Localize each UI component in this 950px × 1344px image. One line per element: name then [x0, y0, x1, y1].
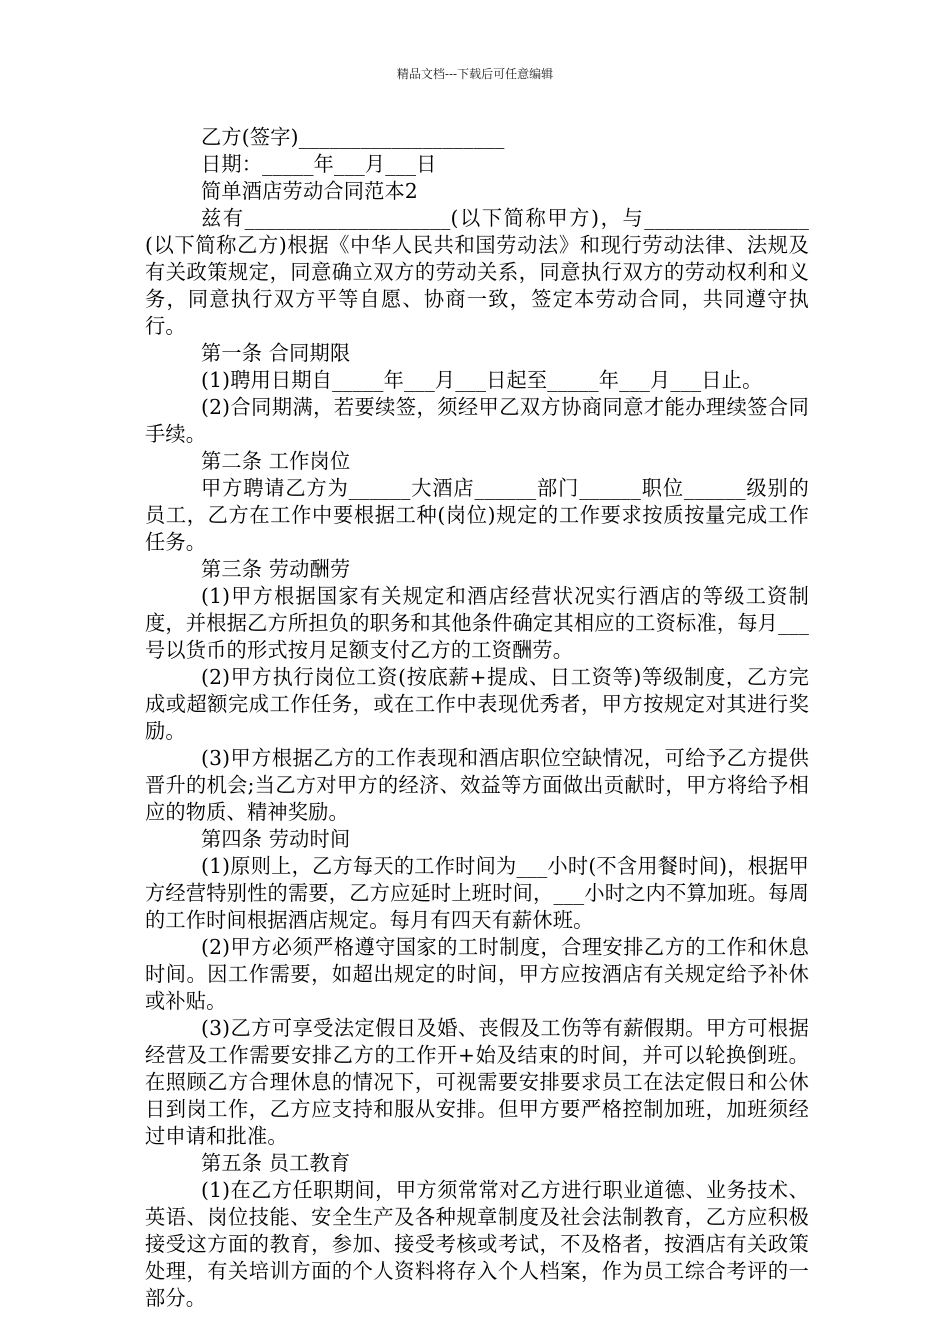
article-3-clause-1: (1)甲方根据国家有关规定和酒店经营状况实行酒店的等级工资制度，并根据乙方所担负的职务和其他条件确定其相应的工资标准，每月___号以货币的形式按月足额支付乙方的工资酬劳。 [145, 584, 809, 662]
page-header: 精品文档---下载后可任意编辑 [396, 67, 554, 81]
signature-line: 乙方(签字)____________________ [201, 125, 505, 149]
article-1-clause-2: (2)合同期满，若要续签，须经甲乙双方协商同意才能办理续签合同手续。 [145, 395, 809, 446]
article-4-clause-2: (2)甲方必须严格遵守国家的工时制度，合理安排乙方的工作和休息时间。因工作需要，如超出规定的时间，甲方应按酒店有关规定给予补休或补贴。 [145, 935, 809, 1013]
intro-paragraph: 兹有____________________(以下简称甲方)，与________________(以下简称乙方)根据《中华人民共和国劳动法》和现行劳动法律、法规及有关政策规定，同意确立双方的劳动关系，同意执行双方的劳动权利和义务，同意执行双方平等自愿、协商一致，签定本劳动合同，共同遵守执行。 [145, 206, 809, 338]
article-5-heading: 第五条 员工教育 [201, 1151, 351, 1175]
article-1-clause-1: (1)聘用日期自_____年___月___日起至_____年___月___日止。 [201, 368, 763, 392]
article-2-heading: 第二条 工作岗位 [201, 449, 351, 473]
article-2-body: 甲方聘请乙方为______大酒店______部门______职位______级别的员工，乙方在工作中要根据工种(岗位)规定的工作要求按质按量完成工作任务。 [145, 476, 809, 554]
date-line: 日期：_____年___月___日 [201, 152, 437, 176]
article-1-heading: 第一条 合同期限 [201, 341, 351, 365]
article-4-clause-3: (3)乙方可享受法定假日及婚、丧假及工伤等有薪假期。甲方可根据经营及工作需要安排乙方的工作开+始及结束的时间，并可以轮换倒班。在照顾乙方合理休息的情况下，可视需要安排要求员工在法定假日和公休日到岗工作，乙方应支持和服从安排。但甲方要严格控制加班，加班须经过申请和批准。 [145, 1016, 809, 1148]
article-3-clause-3: (3)甲方根据乙方的工作表现和酒店职位空缺情况，可给予乙方提供晋升的机会;当乙方对甲方的经济、效益等方面做出贡献时，甲方将给予相应的物质、精神奖励。 [145, 746, 809, 824]
document-body [145, 124, 809, 1312]
document-title: 简单酒店劳动合同范本2 [201, 179, 418, 203]
article-5-clause-1: (1)在乙方任职期间，甲方须常常对乙方进行职业道德、业务技术、英语、岗位技能、安全生产及各种规章制度及社会法制教育，乙方应积极接受这方面的教育，参加、接受考核或考试，不及格者，按酒店有关政策处理，有关培训方面的个人资料将存入个人档案，作为员工综合考评的一部分。 [145, 1178, 809, 1310]
article-4-heading: 第四条 劳动时间 [201, 827, 351, 851]
article-3-heading: 第三条 劳动酬劳 [201, 557, 351, 581]
article-4-clause-1: (1)原则上，乙方每天的工作时间为___小时(不含用餐时间)，根据甲方经营特别性的需要，乙方应延时上班时间，___小时之内不算加班。每周的工作时间根据酒店规定。每月有四天有薪休班。 [145, 854, 809, 932]
article-3-clause-2: (2)甲方执行岗位工资(按底薪+提成、日工资等)等级制度，乙方完成或超额完成工作任务，或在工作中表现优秀者，甲方按规定对其进行奖励。 [145, 665, 809, 743]
